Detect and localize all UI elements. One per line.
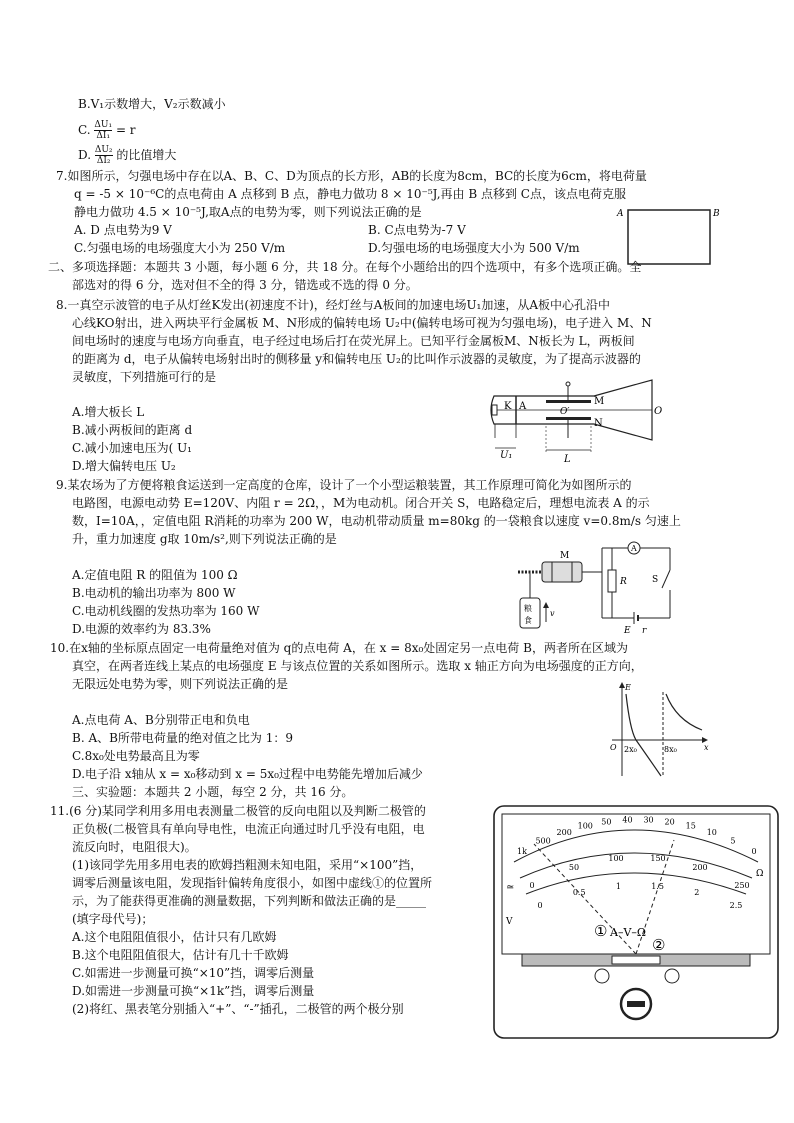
q6-option-d-denominator: ΔI₂ <box>96 156 111 166</box>
q10-field-graph <box>606 680 716 780</box>
section-2-header-line-1: 二、多项选择题：本题共 3 小题，每小题 6 分，共 18 分。在每个小题给出的四个选项中，有多个选项正确。全 <box>48 260 642 274</box>
label-r-internal: r <box>642 626 647 636</box>
zero-adjust-screw[interactable] <box>612 956 660 964</box>
label-x: x <box>704 743 709 752</box>
mid-tick-label: 50 <box>568 863 580 873</box>
q8-oscilloscope-tube-figure <box>484 378 664 470</box>
q7-option-d: D.匀强电场的电场强度大小为 500 V/m <box>368 241 580 255</box>
low-tick-label: 0 <box>537 901 543 910</box>
q8-line-1: 8.一真空示波管的电子从灯丝K发出(初速度不计)，经灯丝与A板间的加速电场U₁加速，从A板中心孔沿中 <box>56 298 611 312</box>
volt-symbol: V <box>506 917 513 927</box>
marker-circle-1: ① <box>594 922 608 940</box>
label-8x0: 8x₀ <box>664 745 677 754</box>
q8-line-5: 灵敏度，下列措施可行的是 <box>72 370 217 384</box>
ohm-tick-label: 40 <box>622 815 633 825</box>
label-s: S <box>652 575 659 585</box>
q6-option-c-numerator: ΔU₁ <box>94 120 113 130</box>
low-tick-label: 0.5 <box>572 888 586 898</box>
label-a: A <box>617 209 624 219</box>
label-grain-2: 食 <box>524 616 532 625</box>
q6-option-c-suffix: = r <box>115 123 136 137</box>
label-v: v <box>550 609 555 618</box>
ohm-tick-label: 15 <box>685 821 696 831</box>
q11-option-d: D.如需进一步测量可换“×1k”挡，调零后测量 <box>72 984 315 998</box>
q10-option-c: C.8x₀处电势最高且为零 <box>72 749 200 763</box>
q10-line-3: 无限远处电势为零，则下列说法正确的是 <box>72 677 289 691</box>
q11-line-1: 11.(6 分)某同学利用多用电表测量二极管的反向电阻以及判断二极管的 <box>50 804 426 818</box>
ohm-tick-label: 10 <box>706 827 717 837</box>
label-n: N <box>594 418 603 429</box>
q9-option-c: C.电动机线圈的发热功率为 160 W <box>72 604 260 618</box>
q6-option-c-denominator: ΔI₁ <box>96 131 111 141</box>
q7-line-1: 7.如图所示，匀强电场中存在以A、B、C、D为顶点的长方形，AB的长度为8cm，BC的长度为6cm，将电荷量 <box>56 169 647 183</box>
q8-option-c: C.减小加速电压为( U₁ <box>72 441 192 455</box>
terminal-left[interactable] <box>595 969 609 983</box>
ohm-tick-label: 50 <box>601 817 612 827</box>
q6-option-c-prefix: C. <box>78 123 91 137</box>
low-tick-label: 1 <box>615 881 621 891</box>
q9-option-a: A.定值电阻 R 的阻值为 100 Ω <box>72 568 238 582</box>
q6-option-d-numerator: ΔU₂ <box>94 145 113 155</box>
q7-option-b: B. C点电势为-7 V <box>368 223 466 237</box>
low-tick-label: 2.5 <box>729 901 743 910</box>
q6-option-c <box>78 120 136 141</box>
label-e: E <box>625 683 631 692</box>
section-2-header-line-2: 部选对的得 6 分，选对但不全的得 3 分，错选或不选的得 0 分。 <box>72 278 418 292</box>
q7-option-a: A. D 点电势为9 V <box>74 223 172 237</box>
label-o: O <box>654 406 663 417</box>
marker-circle-2: ② <box>652 936 666 954</box>
q9-option-d: D.电源的效率约为 83.3% <box>72 622 211 636</box>
q9-line-3: 数，I=10A，，定值电阻 R消耗的功率为 200 W，电动机带动质量 m=80kg 的一袋粮食以速度 v=0.8m/s 匀速上 <box>72 514 681 528</box>
q11-option-a: A.这个电阻阻值很小，估计只有几欧姆 <box>72 930 277 944</box>
q10-option-a: A.点电荷 A、B分别带正电和负电 <box>72 713 250 727</box>
ohm-symbol: Ω <box>756 869 764 879</box>
q6-option-d-suffix: 的比值增大 <box>116 148 177 162</box>
label-a: A <box>519 401 527 412</box>
low-tick-label: 1.5 <box>651 881 664 891</box>
label-m: M <box>594 396 605 407</box>
q9-option-b: B.电动机的输出功率为 800 W <box>72 586 236 600</box>
mid-tick-label: 150 <box>650 854 666 864</box>
ohm-tick-label: 5 <box>730 836 736 846</box>
ohm-tick-label: 1k <box>517 847 527 856</box>
q10-option-d: D.电子沿 x轴从 x = x₀移动到 x = 5x₀过程中电势能先增加后减少 <box>72 767 423 781</box>
label-o: O <box>610 743 617 752</box>
mid-tick-label: 250 <box>734 881 750 890</box>
mid-tick-label: 0 <box>529 881 535 890</box>
label-grain-1: 粮 <box>524 604 532 613</box>
label-k: K <box>504 401 512 412</box>
q6-option-d-prefix: D. <box>78 148 92 162</box>
q11-line-3: 流反向时，电阻很大)。 <box>72 840 197 854</box>
q9-line-2: 电路图，电源电动势 E=120V、内阻 r = 2Ω，，M为电动机。闭合开关 S，电路稳定后，理想电流表 A 的示 <box>72 496 650 510</box>
label-e: E <box>624 626 631 636</box>
ohm-tick-label: 100 <box>577 821 593 831</box>
ohm-tick-label: 200 <box>556 827 572 837</box>
q11-line-7: (填字母代号)； <box>72 912 154 926</box>
dc-symbol: ≃ <box>506 882 515 893</box>
ohm-tick-label: 20 <box>664 817 675 827</box>
label-2x0: 2x₀ <box>624 745 637 754</box>
q10-line-2: 真空，在两者连线上某点的电场强度 E 与该点位置的关系如图所示。选取 x 轴正方向为电场强度的正方向， <box>72 659 643 673</box>
q8-line-4: 的距离为 d，电子从偏转电场射出时的侧移量 y和偏转电压 U₂的比叫作示波器的灵敏度，为了提高示波器的 <box>72 352 641 366</box>
q6-option-b: B.V₁示数增大，V₂示数减小 <box>78 97 226 111</box>
q11-line-5: 调零后测量该电阻，发现指针偏转角度很小，如图中虚线①的位置所 <box>72 876 433 890</box>
multimeter-figure <box>492 804 782 1042</box>
q9-line-1: 9.某农场为了方便将粮食运送到一定高度的仓库，设计了一个小型运粮装置，其工作原理可简化为如图所示的 <box>56 478 632 492</box>
q11-option-c: C.如需进一步测量可换“×10”挡，调零后测量 <box>72 966 315 980</box>
q8-line-3: 间电场时的速度与电场方向垂直，电子经过电场后打在荧光屏上。已知平行金属板M、N板长为 L，两板间 <box>72 334 635 348</box>
label-l: L <box>564 454 571 465</box>
label-b: B <box>713 209 720 219</box>
q11-option-b: B.这个电阻阻值很大，估计有几十千欧姆 <box>72 948 289 962</box>
terminal-right[interactable] <box>665 969 679 983</box>
label-u1: U₁ <box>500 450 513 461</box>
q10-option-b: B. A、B所带电荷量的绝对值之比为 1：9 <box>72 731 294 745</box>
ohm-tick-label: 0 <box>751 847 757 856</box>
q11-line-6: 示，为了能获得更准确的测量数据，下列判断和做法正确的是_____ <box>72 894 427 908</box>
q8-option-d: D.增大偏转电压 U₂ <box>72 459 176 473</box>
label-ammeter: A <box>631 544 637 553</box>
q7-line-2: q = -5 × 10⁻⁶C的点电荷由 A 点移到 B 点，静电力做功 8 × 10⁻⁵J,再由 B 点移到 C点，该点电荷克服 <box>74 187 626 201</box>
q6-option-d <box>78 145 176 166</box>
q9-line-4: 升，重力加速度 g取 10m/s²,则下列说法正确的是 <box>72 532 337 546</box>
ohm-tick-label: 30 <box>643 815 654 825</box>
q7-line-3: 静电力做功 4.5 × 10⁻⁵J,取A点的电势为零，则下列说法正确的是 <box>74 205 422 219</box>
q8-option-a: A.增大板长 L <box>72 405 145 419</box>
q10-line-1: 10.在x轴的坐标原点固定一电荷量绝对值为 q的点电荷 A，在 x = 8x₀处固定另一点电荷 B，两者所在区域为 <box>50 641 628 655</box>
ohm-tick-label: 500 <box>535 836 551 846</box>
meter-function-label: A–V–Ω <box>610 926 647 939</box>
label-r: R <box>620 577 627 587</box>
low-tick-label: 2 <box>694 888 700 898</box>
q11-line-8: (2)将红、黑表笔分别插入“+”、“-”插孔，二极管的两个极分别 <box>72 1002 404 1016</box>
q7-rectangle-figure <box>612 204 722 268</box>
rectangle-abcd <box>628 210 710 264</box>
q11-line-4: (1)该同学先用多用电表的欧姆挡粗测未知电阻，采用“×100”挡， <box>72 858 423 872</box>
q11-line-2: 正负极(二极管具有单向导电性，电流正向通过时几乎没有电阻，电 <box>72 822 425 836</box>
mid-tick-label: 100 <box>608 854 624 864</box>
label-o-prime: O′ <box>560 407 570 417</box>
mid-tick-label: 200 <box>692 863 708 873</box>
q7-option-c: C.匀强电场的电场强度大小为 250 V/m <box>74 241 286 255</box>
q8-line-2: 心线KO射出，进入两块平行金属板 M、N形成的偏转电场 U₂中(偏转电场可视为匀强电场)，电子进入 M、N <box>72 316 652 330</box>
q9-circuit-figure <box>512 540 692 638</box>
section-3-header: 三、实验题：本题共 2 小题，每空 2 分，共 16 分。 <box>72 785 354 799</box>
q8-option-b: B.减小两板间的距离 d <box>72 423 193 437</box>
label-m: M <box>560 551 570 561</box>
